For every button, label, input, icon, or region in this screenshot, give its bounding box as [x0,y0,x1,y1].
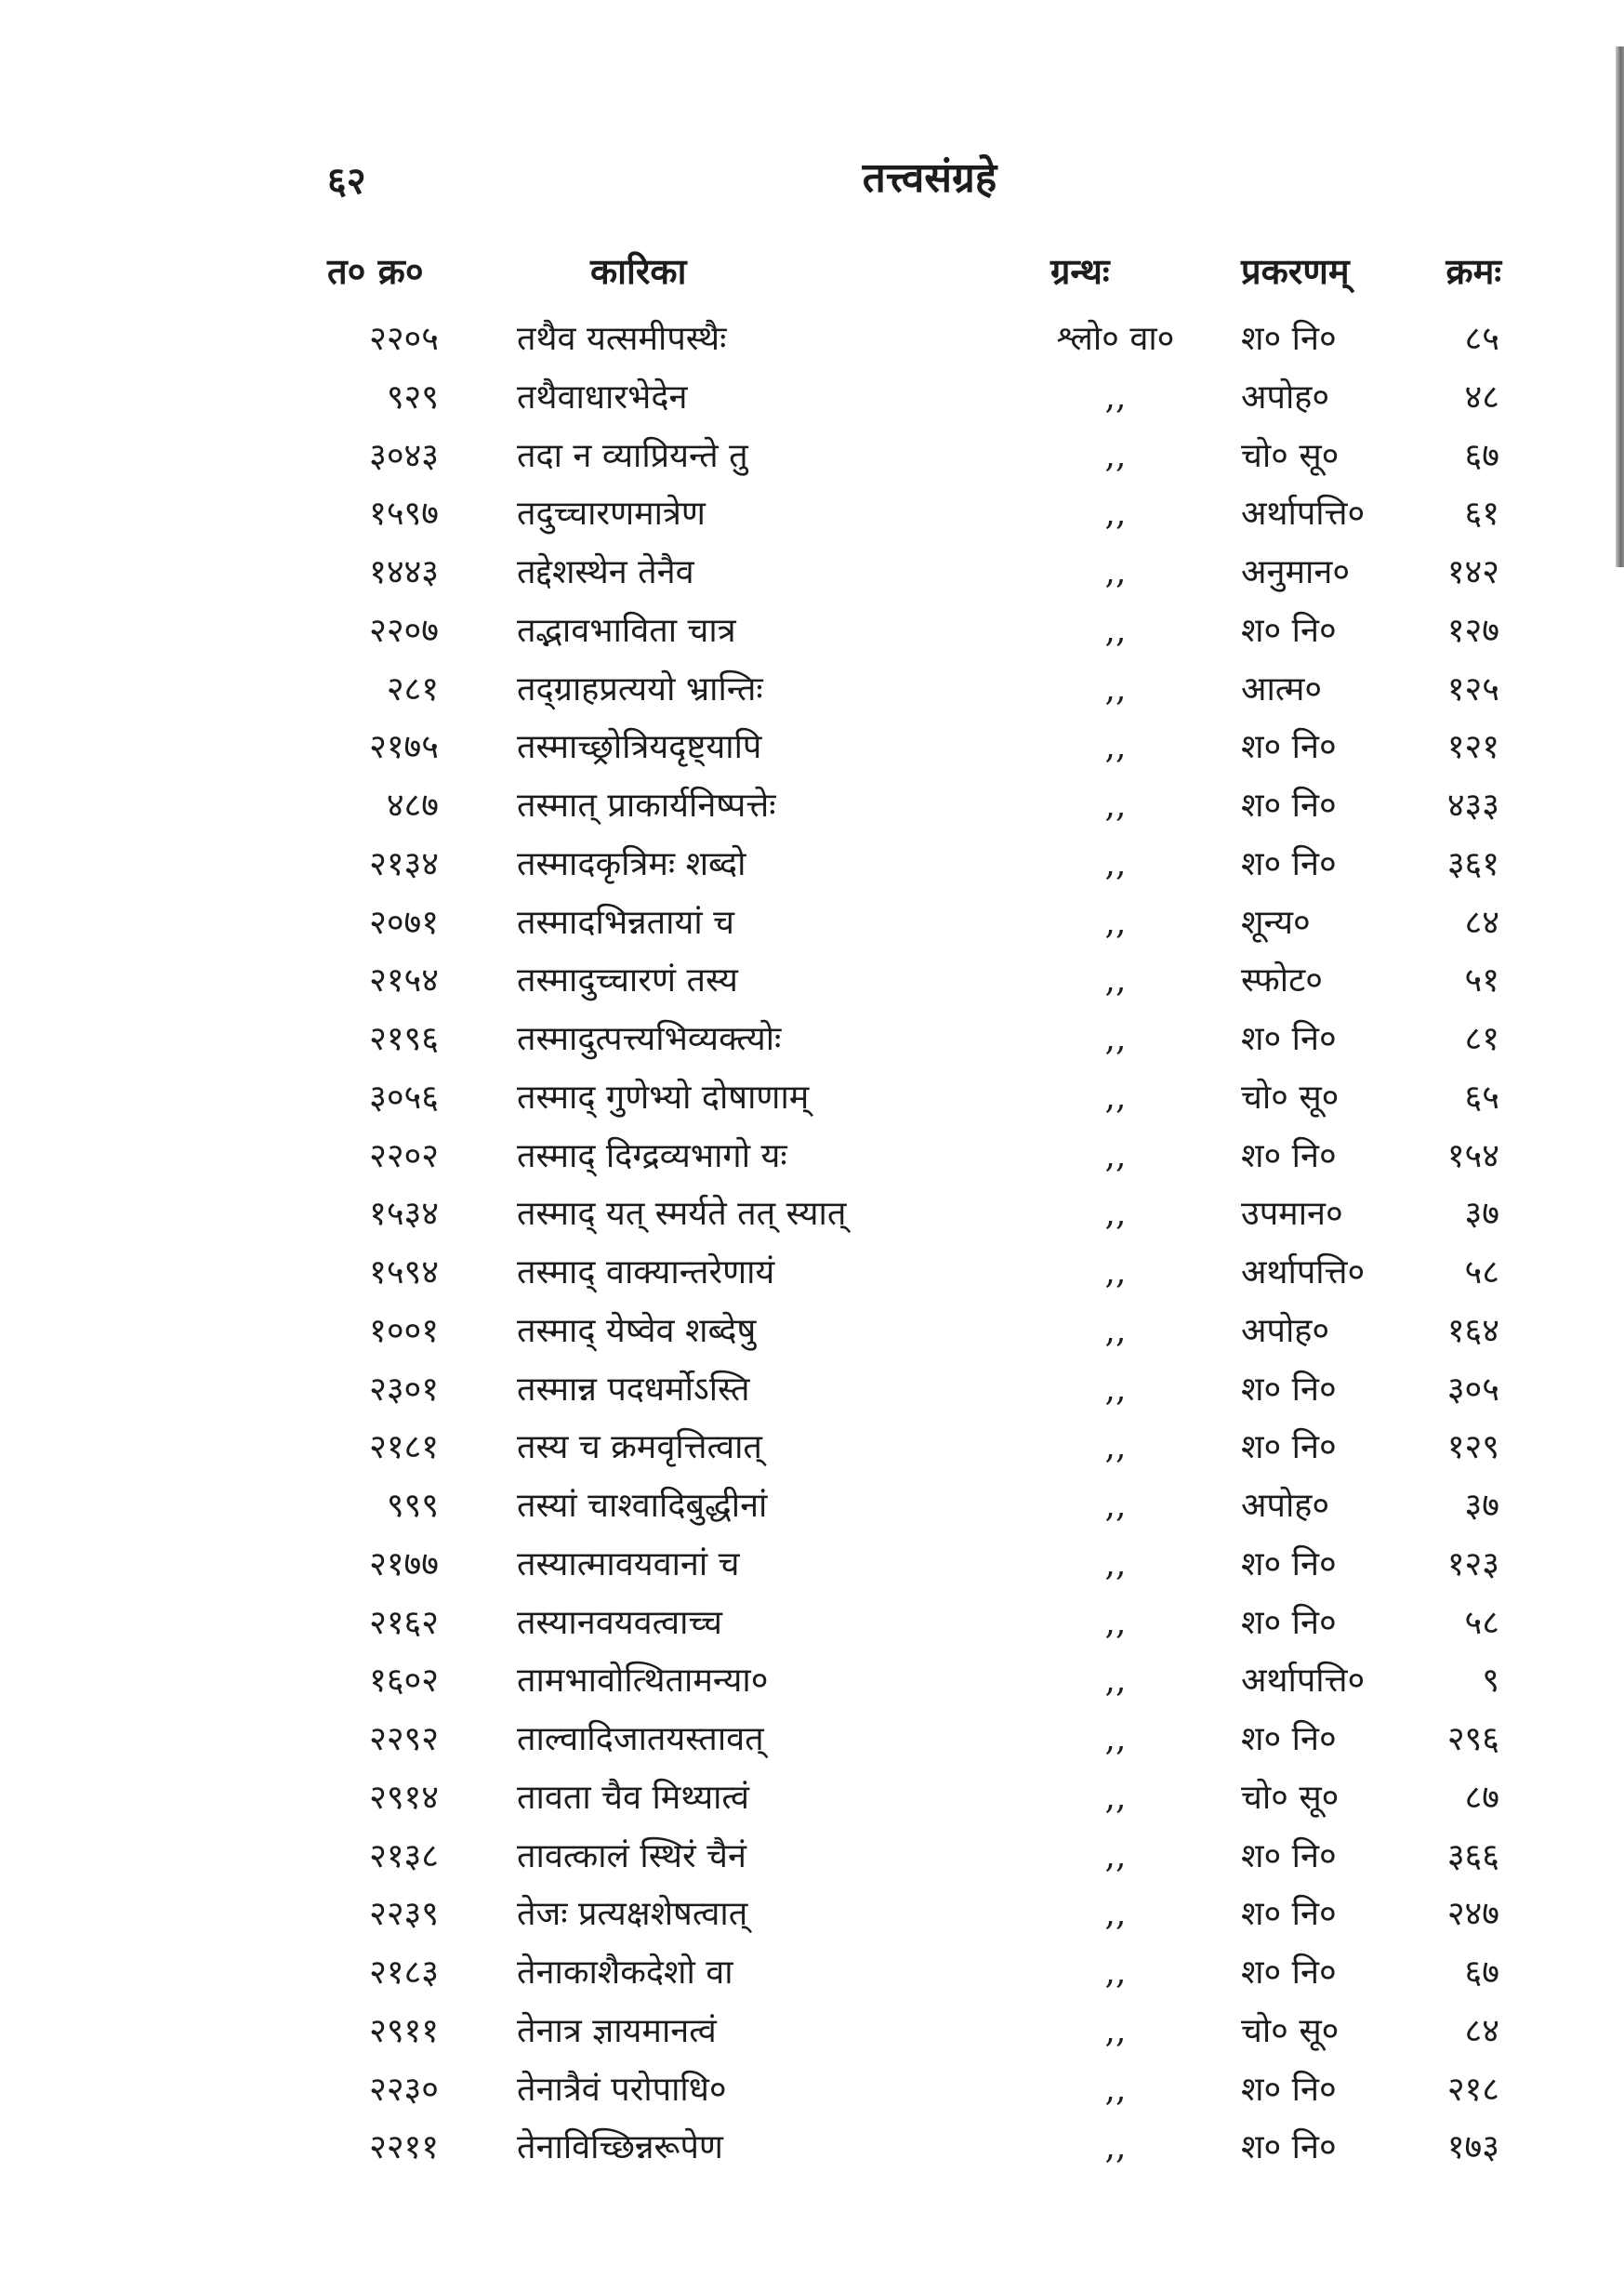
karika-text: तस्यात्मावयवानां च [517,1544,740,1583]
grantha-cell: ,, [1104,377,1127,417]
grantha-cell: ,, [1104,961,1127,1000]
karika-text: तस्माद् दिग्द्रव्यभागो यः [517,1136,787,1175]
table-row [0,545,1624,601]
table-row [0,603,1624,659]
serial-number: २२११ [369,2128,439,2167]
karika-text: तेनाविच्छिन्नरूपेण [517,2128,723,2167]
table-row [0,2062,1624,2118]
serial-number: २१५४ [369,961,439,1000]
prakarana-cell: श० नि० [1241,728,1337,767]
prakarana-cell: श० नि० [1241,1370,1337,1409]
krama-cell: १२७ [1446,611,1499,650]
karika-text: तथैव यत्समीपस्थैः [517,320,727,358]
serial-number: ३०५६ [369,1078,439,1117]
grantha-cell: श्लो० वा० [1056,320,1175,358]
table-row [0,1770,1624,1826]
krama-cell: १२५ [1446,669,1499,709]
table-row [0,1887,1624,1942]
table-row [0,1304,1624,1359]
grantha-cell: ,, [1104,1836,1127,1875]
prakarana-cell: श० नि० [1241,1603,1337,1642]
karika-text: तस्मादकृत्रिमः शब्दो [517,844,746,883]
grantha-cell: ,, [1104,1136,1127,1175]
table-row [0,953,1624,1009]
prakarana-cell: आत्म० [1241,669,1323,709]
krama-cell: ३६१ [1446,844,1499,883]
grantha-cell: ,, [1104,1603,1127,1642]
prakarana-cell: श० नि० [1241,844,1337,883]
grantha-cell: ,, [1104,495,1127,534]
karika-text: तस्माद् येष्वेव शब्देषु [517,1311,757,1350]
table-row [0,1129,1624,1185]
serial-number: २०७१ [369,903,439,942]
serial-number: २१७५ [369,728,439,767]
krama-cell: ५८ [1464,1603,1499,1642]
prakarana-cell: श० नि० [1241,1720,1337,1758]
krama-cell: ६१ [1464,495,1499,534]
prakarana-cell: अपोह० [1241,1487,1330,1525]
grantha-cell: ,, [1104,1020,1127,1058]
serial-number: २१९६ [369,1020,439,1058]
serial-number: २१८१ [369,1428,439,1467]
grantha-cell: ,, [1104,1195,1127,1234]
table-row [0,1712,1624,1768]
table-row [0,370,1624,426]
karika-text: तस्यानवयवत्वाच्च [517,1603,722,1642]
header-grantha: ग्रन्थः [1050,250,1110,292]
table-row [0,1362,1624,1418]
karika-text: तस्माद् यत् स्मर्यते तत् स्यात् [517,1195,847,1234]
prakarana-cell: स्फोट० [1241,961,1323,1000]
table-row [0,1596,1624,1651]
krama-cell: ३७ [1464,1195,1499,1234]
table-row [0,1478,1624,1534]
krama-cell: ३७ [1464,1487,1499,1525]
serial-number: ४८७ [386,787,439,825]
serial-number: २१६२ [369,1603,439,1642]
table-row [0,662,1624,718]
table-row [0,1420,1624,1476]
table-row [0,311,1624,367]
grantha-cell: ,, [1104,728,1127,767]
prakarana-cell: अर्थापत्ति० [1241,495,1366,534]
serial-number: २२०५ [369,320,439,358]
table-row [0,486,1624,542]
karika-text: तावता चैव मिथ्यात्वं [517,1778,749,1817]
prakarana-cell: चो० सू० [1241,1078,1340,1117]
grantha-cell: ,, [1104,787,1127,825]
prakarana-cell: अर्थापत्ति० [1241,1662,1366,1701]
serial-number: २३०१ [369,1370,439,1409]
prakarana-cell: श० नि० [1241,320,1337,358]
krama-cell: ८७ [1464,1778,1499,1817]
krama-cell: २१८ [1446,2070,1499,2109]
prakarana-cell: श० नि० [1241,2070,1337,2109]
prakarana-cell: श० नि० [1241,1895,1337,1934]
karika-text: तेनात्रैवं परोपाधि० [517,2070,727,2109]
krama-cell: ८१ [1464,1020,1499,1058]
karika-text: तावत्कालं स्थिरं चैनं [517,1836,747,1875]
prakarana-cell: श० नि० [1241,1954,1337,1992]
krama-cell: ४३३ [1446,787,1499,825]
table-row [0,1070,1624,1126]
prakarana-cell: चो० सू० [1241,2011,1340,2050]
table-row [0,429,1624,484]
krama-cell: ६५ [1464,1078,1499,1117]
karika-text: तेजः प्रत्यक्षशेषत्वात् [517,1895,748,1934]
krama-cell: ९ [1482,1662,1499,1701]
karika-text: तदुच्चारणमात्रेण [517,495,706,534]
prakarana-cell: श० नि० [1241,1136,1337,1175]
grantha-cell: ,, [1104,2128,1127,2167]
serial-number: २८१ [386,669,439,709]
serial-number: २९११ [369,2011,439,2050]
krama-cell: १७३ [1446,2128,1499,2167]
table-row [0,1829,1624,1885]
grantha-cell: ,, [1104,844,1127,883]
karika-text: तस्यां चाश्वादिबुद्धीनां [517,1487,768,1525]
serial-number: १५९४ [369,1253,439,1291]
serial-number: ३०४३ [369,436,439,475]
serial-number: २२०२ [369,1136,439,1175]
krama-cell: ६७ [1464,1954,1499,1992]
grantha-cell: ,, [1104,553,1127,591]
karika-text: तस्मान्न पदधर्मोऽस्ति [517,1370,750,1409]
grantha-cell: ,, [1104,1544,1127,1583]
table-row [0,720,1624,775]
serial-number: २१८३ [369,1954,439,1992]
grantha-cell: ,, [1104,1370,1127,1409]
page-title: तत्त्वसंग्रहे [862,154,997,202]
grantha-cell: ,, [1104,2011,1127,2050]
prakarana-cell: शून्य० [1241,903,1311,942]
karika-text: तस्मात् प्राकार्यनिष्पत्तेः [517,787,776,825]
prakarana-cell: अपोह० [1241,1311,1330,1350]
table-row [0,1245,1624,1301]
table-row [0,1945,1624,2001]
serial-number: २२३९ [369,1895,439,1934]
table-row [0,895,1624,951]
karika-text: तामभावोत्थितामन्या० [517,1662,769,1701]
karika-text: तथैवाधारभेदेन [517,377,688,417]
serial-number: २२०७ [369,611,439,650]
serial-number: २१३४ [369,844,439,883]
karika-text: तद्देशस्थेन तेनैव [517,553,694,591]
header-serial: त० क्र० [327,250,424,292]
krama-cell: ४८ [1464,377,1499,417]
karika-text: तेनाकाशैकदेशो वा [517,1954,733,1992]
serial-number: १४४३ [369,553,439,591]
prakarana-cell: श० नि० [1241,787,1337,825]
table-row [0,1653,1624,1709]
prakarana-cell: श० नि० [1241,1544,1337,1583]
grantha-cell: ,, [1104,2070,1127,2109]
serial-number: २९१४ [369,1778,439,1817]
karika-text: तस्माद् वाक्यान्तरेणायं [517,1253,775,1291]
karika-text: तदा न व्याप्रियन्ते तु [517,436,748,475]
table-row [0,778,1624,834]
prakarana-cell: चो० सू० [1241,436,1340,475]
krama-cell: २९६ [1446,1720,1499,1758]
table-row [0,1186,1624,1242]
krama-cell: १२१ [1446,728,1499,767]
grantha-cell: ,, [1104,669,1127,709]
krama-cell: ६७ [1464,436,1499,475]
krama-cell: ५१ [1464,961,1499,1000]
krama-cell: १२३ [1446,1544,1499,1583]
krama-cell: २४७ [1446,1895,1499,1934]
prakarana-cell: श० नि० [1241,2128,1337,2167]
header-prakarana: प्रकरणम् [1241,250,1350,292]
table-row [0,1012,1624,1067]
serial-number: १६०२ [369,1662,439,1701]
krama-cell: ५८ [1464,1253,1499,1291]
grantha-cell: ,, [1104,1311,1127,1350]
grantha-cell: ,, [1104,1487,1127,1525]
krama-cell: १२९ [1446,1428,1499,1467]
grantha-cell: ,, [1104,1720,1127,1758]
grantha-cell: ,, [1104,436,1127,475]
serial-number: १००१ [369,1311,439,1350]
krama-cell: १५४ [1446,1136,1499,1175]
karika-text: तस्मादभिन्नतायां च [517,903,734,942]
prakarana-cell: श० नि० [1241,1020,1337,1058]
header-karika: कारिका [590,250,687,292]
serial-number: ९२९ [386,377,439,417]
grantha-cell: ,, [1104,1778,1127,1817]
karika-text: तेनात्र ज्ञायमानत्वं [517,2011,717,2050]
prakarana-cell: श० नि० [1241,1836,1337,1875]
karika-text: तस्य च क्रमवृत्तित्वात् [517,1428,762,1467]
krama-cell: १४२ [1446,553,1499,591]
prakarana-cell: श० नि० [1241,1428,1337,1467]
header-krama: क्रमः [1446,250,1501,292]
prakarana-cell: उपमान० [1241,1195,1343,1234]
prakarana-cell: श० नि० [1241,611,1337,650]
karika-text: ताल्वादिजातयस्तावत् [517,1720,764,1758]
karika-text: तस्माच्छ्रोत्रियदृष्ट्यापि [517,728,762,767]
prakarana-cell: अर्थापत्ति० [1241,1253,1366,1291]
grantha-cell: ,, [1104,1078,1127,1117]
serial-number: २२९२ [369,1720,439,1758]
grantha-cell: ,, [1104,1253,1127,1291]
krama-cell: ३६६ [1446,1836,1499,1875]
table-row [0,1537,1624,1593]
grantha-cell: ,, [1104,1895,1127,1934]
karika-text: तस्माद् गुणेभ्यो दोषाणाम् [517,1078,810,1117]
prakarana-cell: अनुमान० [1241,553,1351,591]
grantha-cell: ,, [1104,1662,1127,1701]
table-row [0,2120,1624,2176]
serial-number: २२३० [369,2070,439,2109]
karika-text: तद्भावभाविता चात्र [517,611,736,650]
serial-number: २१७७ [369,1544,439,1583]
table-row [0,2004,1624,2059]
grantha-cell: ,, [1104,1954,1127,1992]
karika-text: तस्मादुत्पत्त्यभिव्यक्त्योः [517,1020,782,1058]
karika-text: तस्मादुच्चारणं तस्य [517,961,738,1000]
krama-cell: ८४ [1464,2011,1499,2050]
grantha-cell: ,, [1104,903,1127,942]
karika-text: तद्ग्राहप्रत्ययो भ्रान्तिः [517,669,763,709]
table-row [0,837,1624,893]
serial-number: १५३४ [369,1195,439,1234]
krama-cell: ८५ [1464,320,1499,358]
grantha-cell: ,, [1104,611,1127,650]
page-number: ६२ [327,159,366,203]
grantha-cell: ,, [1104,1428,1127,1467]
serial-number: १५९७ [369,495,439,534]
prakarana-cell: अपोह० [1241,377,1330,417]
prakarana-cell: चो० सू० [1241,1778,1340,1817]
serial-number: ९९९ [386,1487,439,1525]
krama-cell: १६४ [1446,1311,1499,1350]
krama-cell: ८४ [1464,903,1499,942]
krama-cell: ३०५ [1446,1370,1499,1409]
serial-number: २१३८ [369,1836,439,1875]
